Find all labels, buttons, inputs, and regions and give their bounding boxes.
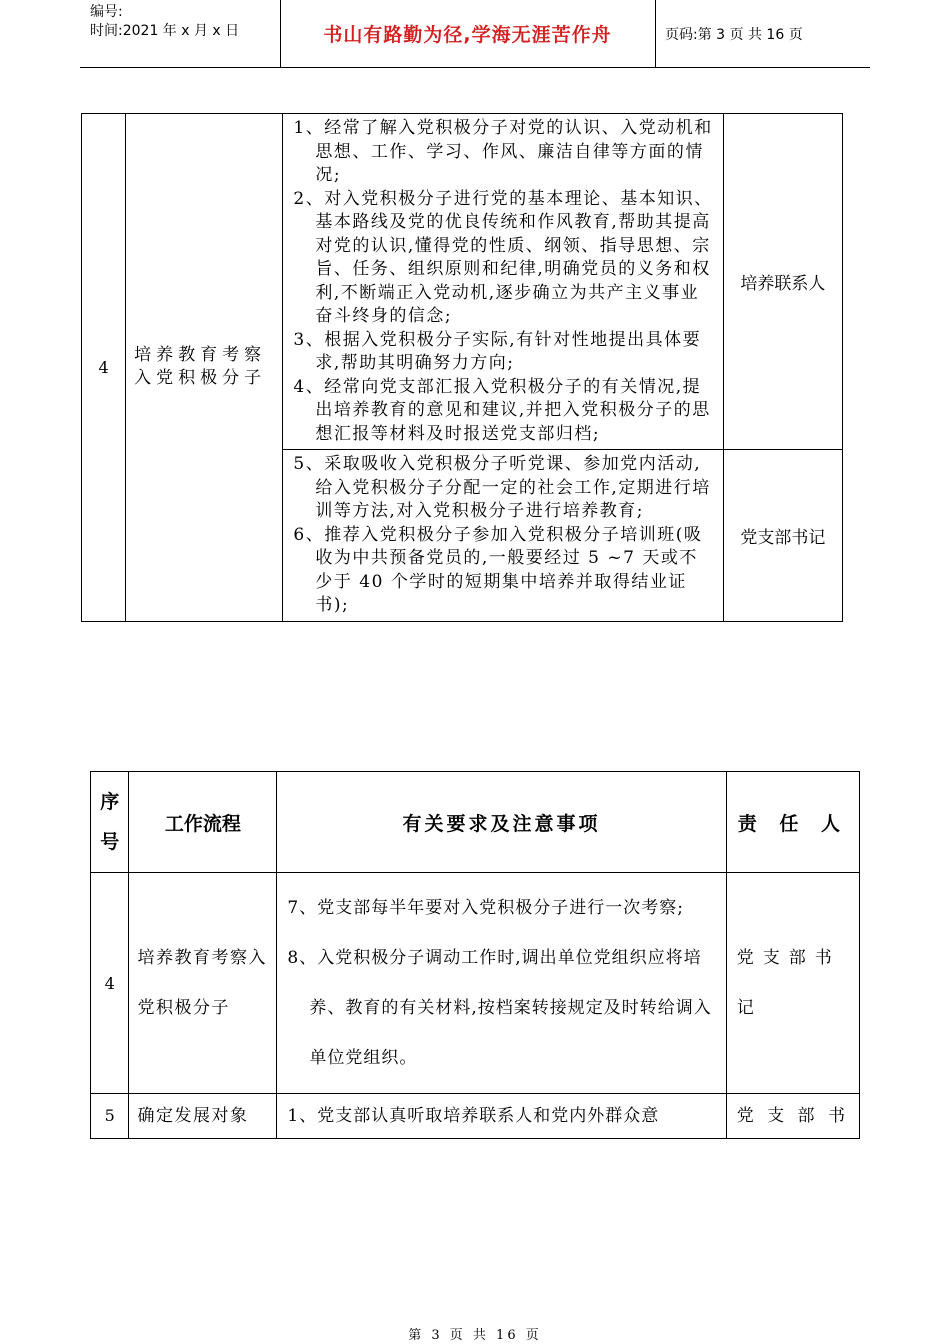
responsible-person: 党支部书记 — [726, 873, 859, 1094]
procedure-table-continued — [81, 113, 843, 622]
table-row — [91, 873, 860, 1094]
requirements-cell — [277, 873, 726, 1094]
requirements-cell — [277, 1094, 726, 1139]
header-page-info: 页码:第 3 页 共 16 页 — [665, 27, 803, 43]
requirement-item: 6、推荐入党积极分子参加入党积极分子培训班(吸收为中共预备党员的,一般要经过 5 ~7 天或不少于 40 个学时的短期集中培养并取得结业证书); — [293, 524, 703, 615]
header-meta — [90, 3, 239, 41]
page-footer: 第 3 页 共 16 页 — [408, 1328, 542, 1343]
requirement-item: 7、党支部每半年要对入党积极分子进行一次考察; — [287, 898, 684, 918]
process-name: 培养教育考察入党积极分子 — [126, 114, 283, 622]
row-number: 4 — [91, 873, 129, 1094]
requirement-item: 1、经常了解入党积极分子对党的认识、入党动机和思想、工作、学习、作风、廉洁自律等方面的情况; — [293, 118, 713, 185]
header-rule — [80, 67, 870, 68]
column-header-process: 工作流程 — [129, 772, 277, 873]
header-divider — [655, 0, 656, 67]
requirement-item: 2、对入党积极分子进行党的基本理论、基本知识、基本路线及党的优良传统和作风教育,帮助其提高对党的认识,懂得党的性质、纲领、指导思想、宗旨、任务、组织原则和纪律,明确党员的义务和权利,不断端正入党动机,逐步确立为共产主义事业奋斗终身的信念; — [293, 188, 713, 326]
row-number: 4 — [82, 114, 126, 622]
page-header — [80, 0, 870, 68]
doc-time-label: 时间:2021 年 x 月 x 日 — [90, 23, 240, 39]
requirements-cell — [283, 114, 723, 450]
requirement-item: 1、党支部认真听取培养联系人和党内外群众意 — [287, 1106, 660, 1126]
table-row — [91, 1094, 860, 1139]
responsible-person: 培养联系人 — [723, 114, 842, 450]
process-name: 培养教育考察入党积极分子 — [129, 873, 277, 1094]
requirement-item: 8、入党积极分子调动工作时,调出单位党组织应将培养、教育的有关材料,按档案转接规定及时转给调入单位党组织。 — [287, 948, 712, 1068]
responsible-person: 党支部书记 — [723, 450, 842, 622]
procedure-table — [90, 771, 860, 1139]
process-name: 确定发展对象 — [129, 1094, 277, 1139]
table-header-row — [91, 772, 860, 873]
column-header-requirements: 有关要求及注意事项 — [277, 772, 726, 873]
responsible-person: 党 支 部 书 — [726, 1094, 859, 1139]
requirement-item: 3、根据入党积极分子实际,有针对性地提出具体要求,帮助其明确努力方向; — [293, 329, 702, 373]
header-motto: 书山有路勤为径,学海无涯苦作舟 — [323, 24, 612, 46]
requirements-cell — [283, 450, 723, 622]
requirement-item: 5、采取吸收入党积极分子听党课、参加党内活动,给入党积极分子分配一定的社会工作,定期进行培训等方法,对入党积极分子进行培养教育; — [293, 454, 711, 521]
requirement-item: 4、经常向党支部汇报入党积极分子的有关情况,提出培养教育的意见和建议,并把入党积极分子的思想汇报等材料及时报送党支部归档; — [293, 376, 711, 444]
row-number: 5 — [91, 1094, 129, 1139]
column-header-number: 序号 — [91, 772, 129, 873]
doc-number-label: 编号: — [90, 4, 123, 20]
column-header-responsible: 责 任 人 — [726, 772, 859, 873]
table-row — [82, 114, 843, 450]
